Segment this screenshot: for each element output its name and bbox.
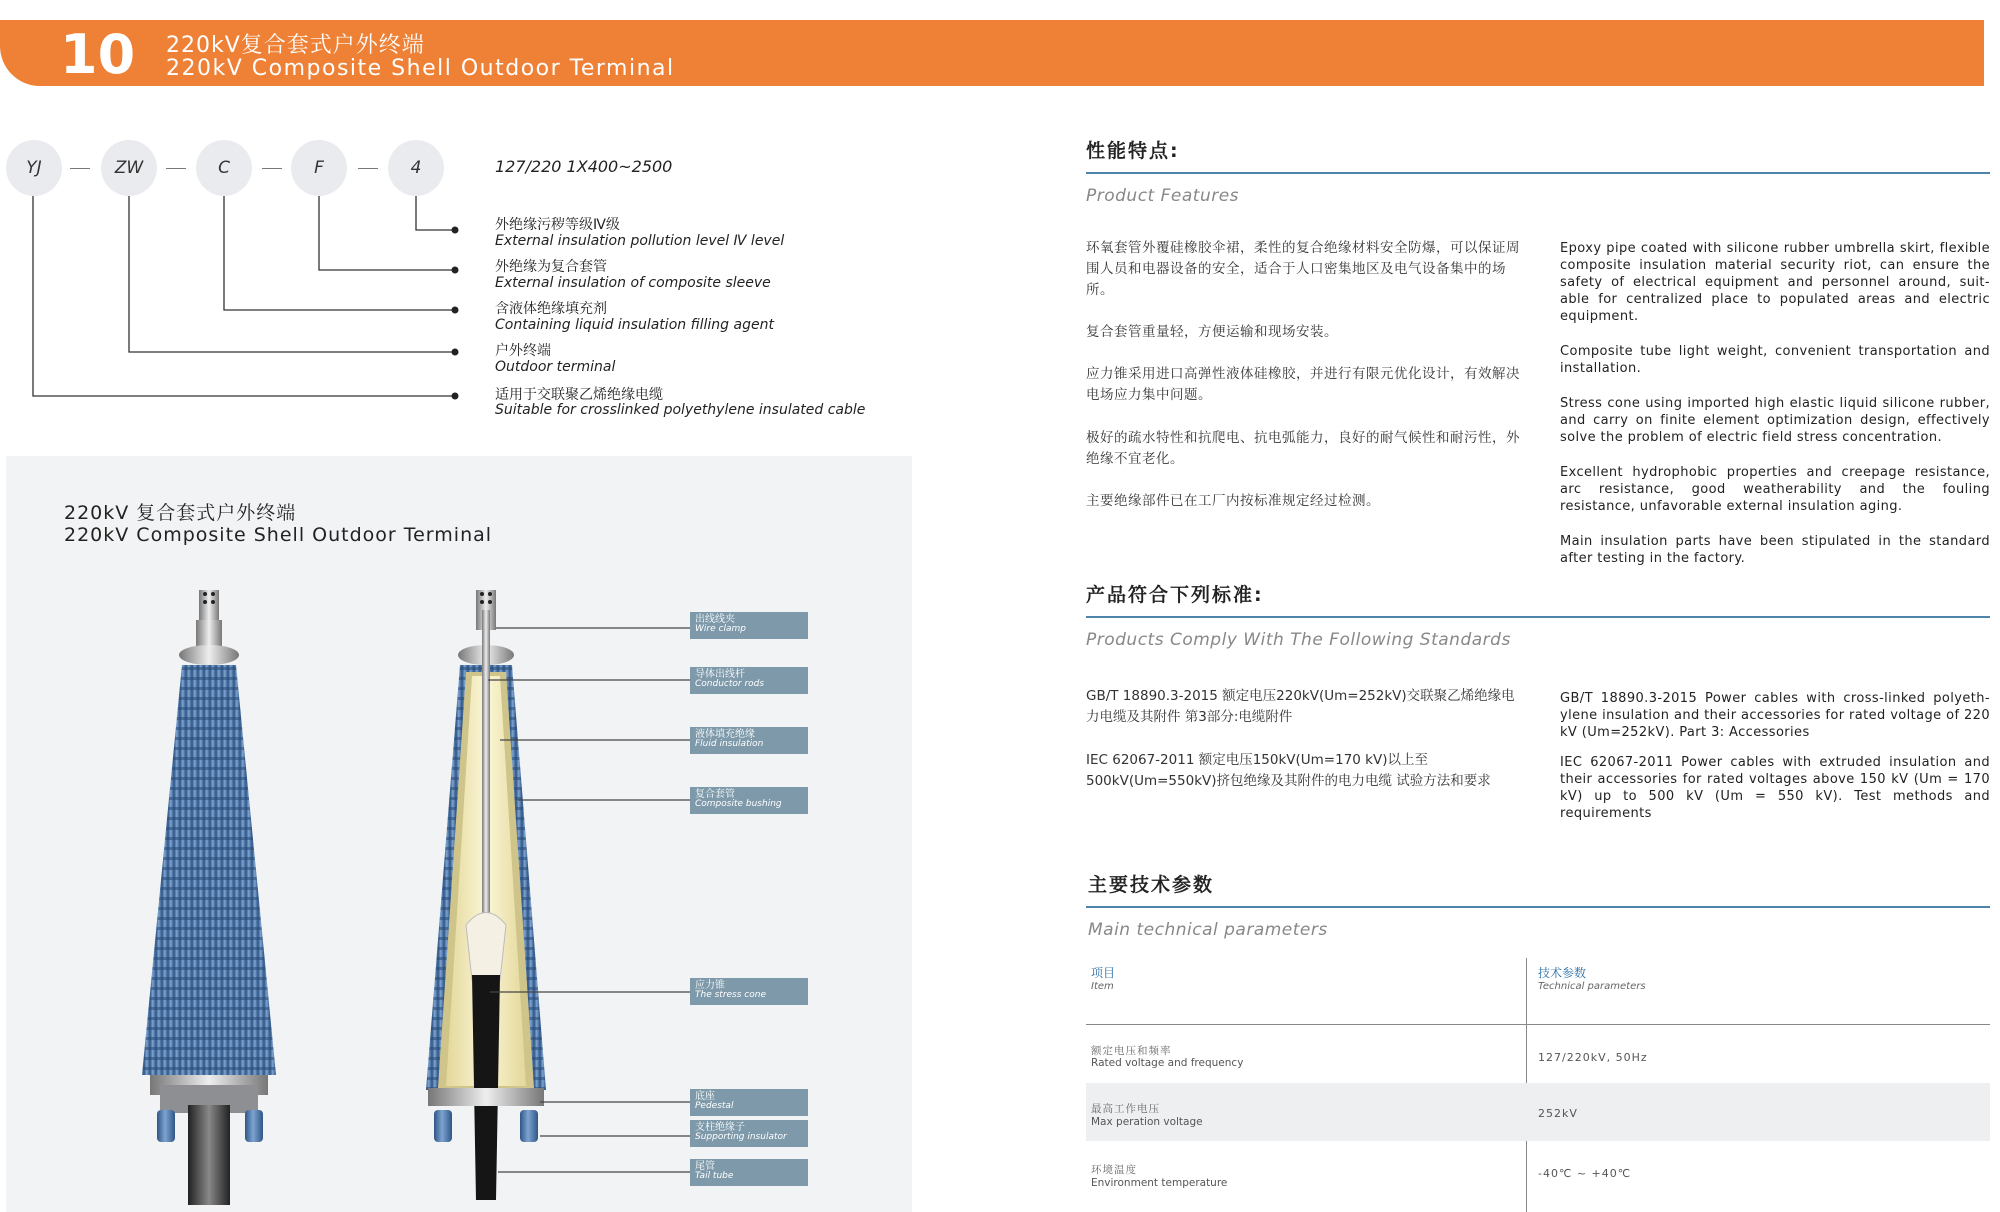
- table-head-rule: [1086, 1024, 1990, 1025]
- model-spec: 127/220 1X400~2500: [495, 157, 673, 176]
- label-zh: 尾管: [695, 1161, 715, 1172]
- label-fluid-insulation: [690, 727, 808, 754]
- code-zw: ZW: [101, 140, 157, 196]
- label-en: Wire clamp: [695, 624, 746, 634]
- features-title-en: Product Features: [1086, 186, 1240, 206]
- standards-title-zh: 产品符合下列标准:: [1086, 584, 1264, 606]
- explain-en-4: Outdoor terminal: [495, 359, 616, 375]
- feature-en-4: Excellent hydrophobic properties and creepage resistance, arc resistance, good weatherability and the fouling resistance, unfavorable external insulation aging.: [1560, 465, 1990, 514]
- label-en: Composite bushing: [695, 799, 782, 809]
- label-zh: 底座: [695, 1091, 715, 1102]
- code-4: 4: [388, 140, 444, 196]
- label-zh: 导体出线杆: [695, 669, 745, 680]
- code-yj: YJ: [6, 140, 62, 196]
- explain-zh-5: 适用于交联聚乙烯绝缘电缆: [495, 387, 663, 403]
- explain-en-2: External insulation of composite sleeve: [495, 275, 771, 291]
- table-row-1-value: 127/220kV, 50Hz: [1538, 1051, 1648, 1064]
- label-zh: 液体填充绝缘: [695, 729, 755, 740]
- feature-zh-3: 应力锥采用进口高弹性液体硅橡胶，并进行有限元优化设计，有效解决电场应力集中问题。: [1086, 366, 1520, 403]
- table-row-3-zh: 环境温度: [1091, 1164, 1137, 1176]
- standards-rule: [1086, 616, 1990, 618]
- label-en: Conductor rods: [695, 679, 765, 689]
- label-supporting-insulator: [690, 1120, 808, 1147]
- panel-title-en: 220kV Composite Shell Outdoor Terminal: [64, 524, 493, 546]
- table-head-item-zh: 项目: [1091, 966, 1116, 980]
- standards-title-en: Products Comply With The Following Standards: [1086, 630, 1511, 650]
- label-zh: 复合套管: [695, 789, 735, 800]
- header-title-zh: 220kV复合套式户外终端: [166, 33, 425, 58]
- label-tail-tube: [690, 1159, 808, 1186]
- explain-en-1: External insulation pollution level Ⅳ level: [495, 233, 785, 249]
- label-en: Fluid insulation: [695, 739, 764, 749]
- label-zh: 应力锥: [695, 980, 725, 991]
- table-row-2-value: 252kV: [1538, 1107, 1578, 1120]
- section-number: 10: [60, 23, 136, 86]
- explain-en-3: Containing liquid insulation filling agent: [495, 317, 774, 333]
- feature-en-1: Epoxy pipe coated with silicone rubber umbrella skirt, flexible composite insulation material security riot, can ensure the safety of electrical equipment and personnel around, suit-able for centralized place to populated areas and electric equipment.: [1560, 241, 1990, 324]
- label-en: Pedestal: [695, 1101, 734, 1111]
- label-en: Supporting insulator: [695, 1132, 787, 1142]
- explain-zh-1: 外绝缘污秽等级Ⅳ级: [495, 217, 620, 233]
- params-title-zh: 主要技术参数: [1088, 874, 1215, 896]
- feature-zh-5: 主要绝缘部件已在工厂内按标准规定经过检测。: [1086, 493, 1380, 509]
- standard-zh-1: GB/T 18890.3-2015 额定电压220kV(Um=252kV)交联聚乙烯绝缘电力电缆及其附件 第3部分:电缆附件: [1086, 688, 1515, 725]
- label-pedestal: [690, 1089, 808, 1116]
- panel-title-zh: 220kV 复合套式户外终端: [64, 502, 297, 524]
- features-rule: [1086, 172, 1990, 174]
- terminal-cutaway-drawing: [426, 590, 546, 1200]
- code-c: C: [196, 140, 252, 196]
- explain-zh-2: 外绝缘为复合套管: [495, 259, 607, 275]
- explain-zh-3: 含液体绝缘填充剂: [495, 301, 607, 317]
- feature-zh-1: 环氧套管外覆硅橡胶伞裙，柔性的复合绝缘材料安全防爆，可以保证周围人员和电器设备的安全，适合于人口密集地区及电气设备集中的场所。: [1086, 240, 1520, 298]
- label-composite-bushing: [690, 787, 808, 814]
- feature-en-2: Composite tube light weight, convenient transportation and installation.: [1560, 344, 1990, 376]
- table-row-3-en: Environment temperature: [1091, 1177, 1228, 1189]
- table-row-1-zh: 额定电压和频率: [1091, 1045, 1172, 1057]
- table-row-3-value: -40℃ ~ +40℃: [1538, 1167, 1632, 1180]
- label-en: Tail tube: [695, 1171, 734, 1181]
- table-head-item-en: Item: [1091, 981, 1114, 992]
- label-conductor-rods: [690, 667, 808, 694]
- feature-zh-4: 极好的疏水特性和抗爬电、抗电弧能力，良好的耐气候性和耐污性，外绝缘不宜老化。: [1086, 430, 1520, 467]
- label-en: The stress cone: [695, 990, 766, 1000]
- feature-en-3: Stress cone using imported high elastic liquid silicone rubber, and carry on finite element optimization design, effectively solve the problem of electric field stress concentration.: [1560, 396, 1990, 445]
- header-title-en: 220kV Composite Shell Outdoor Terminal: [166, 56, 675, 81]
- terminal-illustrations: [0, 0, 900, 1212]
- table-row-1-en: Rated voltage and frequency: [1091, 1057, 1244, 1069]
- terminal-exterior-drawing: [142, 590, 276, 1205]
- feature-zh-2: 复合套管重量轻，方便运输和现场安装。: [1086, 324, 1338, 340]
- params-rule: [1086, 906, 1990, 908]
- explain-zh-4: 户外终端: [495, 343, 551, 359]
- table-head-value-zh: 技术参数: [1538, 966, 1587, 980]
- params-title-en: Main technical parameters: [1088, 920, 1328, 940]
- feature-en-5: Main insulation parts have been stipulated in the standard after testing in the factory.: [1560, 534, 1990, 566]
- table-row-2-zh: 最高工作电压: [1091, 1103, 1160, 1115]
- standard-en-2: IEC 62067-2011 Power cables with extruded insulation and their accessories for rated voltages above 150 kV (Um = 170 kV) up to 500 kV (Um = 550 kV). Test methods and requirements: [1560, 755, 1990, 821]
- table-row-2-en: Max peration voltage: [1091, 1116, 1203, 1128]
- explain-en-5: Suitable for crosslinked polyethylene insulated cable: [495, 402, 866, 418]
- standard-zh-2: IEC 62067-2011 额定电压150kV(Um=170 kV)以上至500kV(Um=550kV)挤包绝缘及其附件的电力电缆 试验方法和要求: [1086, 752, 1491, 789]
- label-stress-cone: [690, 978, 808, 1005]
- label-wire-clamp: [690, 612, 808, 639]
- label-zh: 出线线夹: [695, 614, 735, 625]
- code-f: F: [291, 140, 347, 196]
- standard-en-1: GB/T 18890.3-2015 Power cables with cross-linked polyeth-ylene insulation and their accessories for rated voltage of 220 kV (Um=252kV). Part 3: Accessories: [1560, 691, 1990, 740]
- table-head-value-en: Technical parameters: [1538, 981, 1646, 992]
- features-title-zh: 性能特点:: [1086, 140, 1180, 162]
- label-zh: 支柱绝缘子: [695, 1122, 745, 1133]
